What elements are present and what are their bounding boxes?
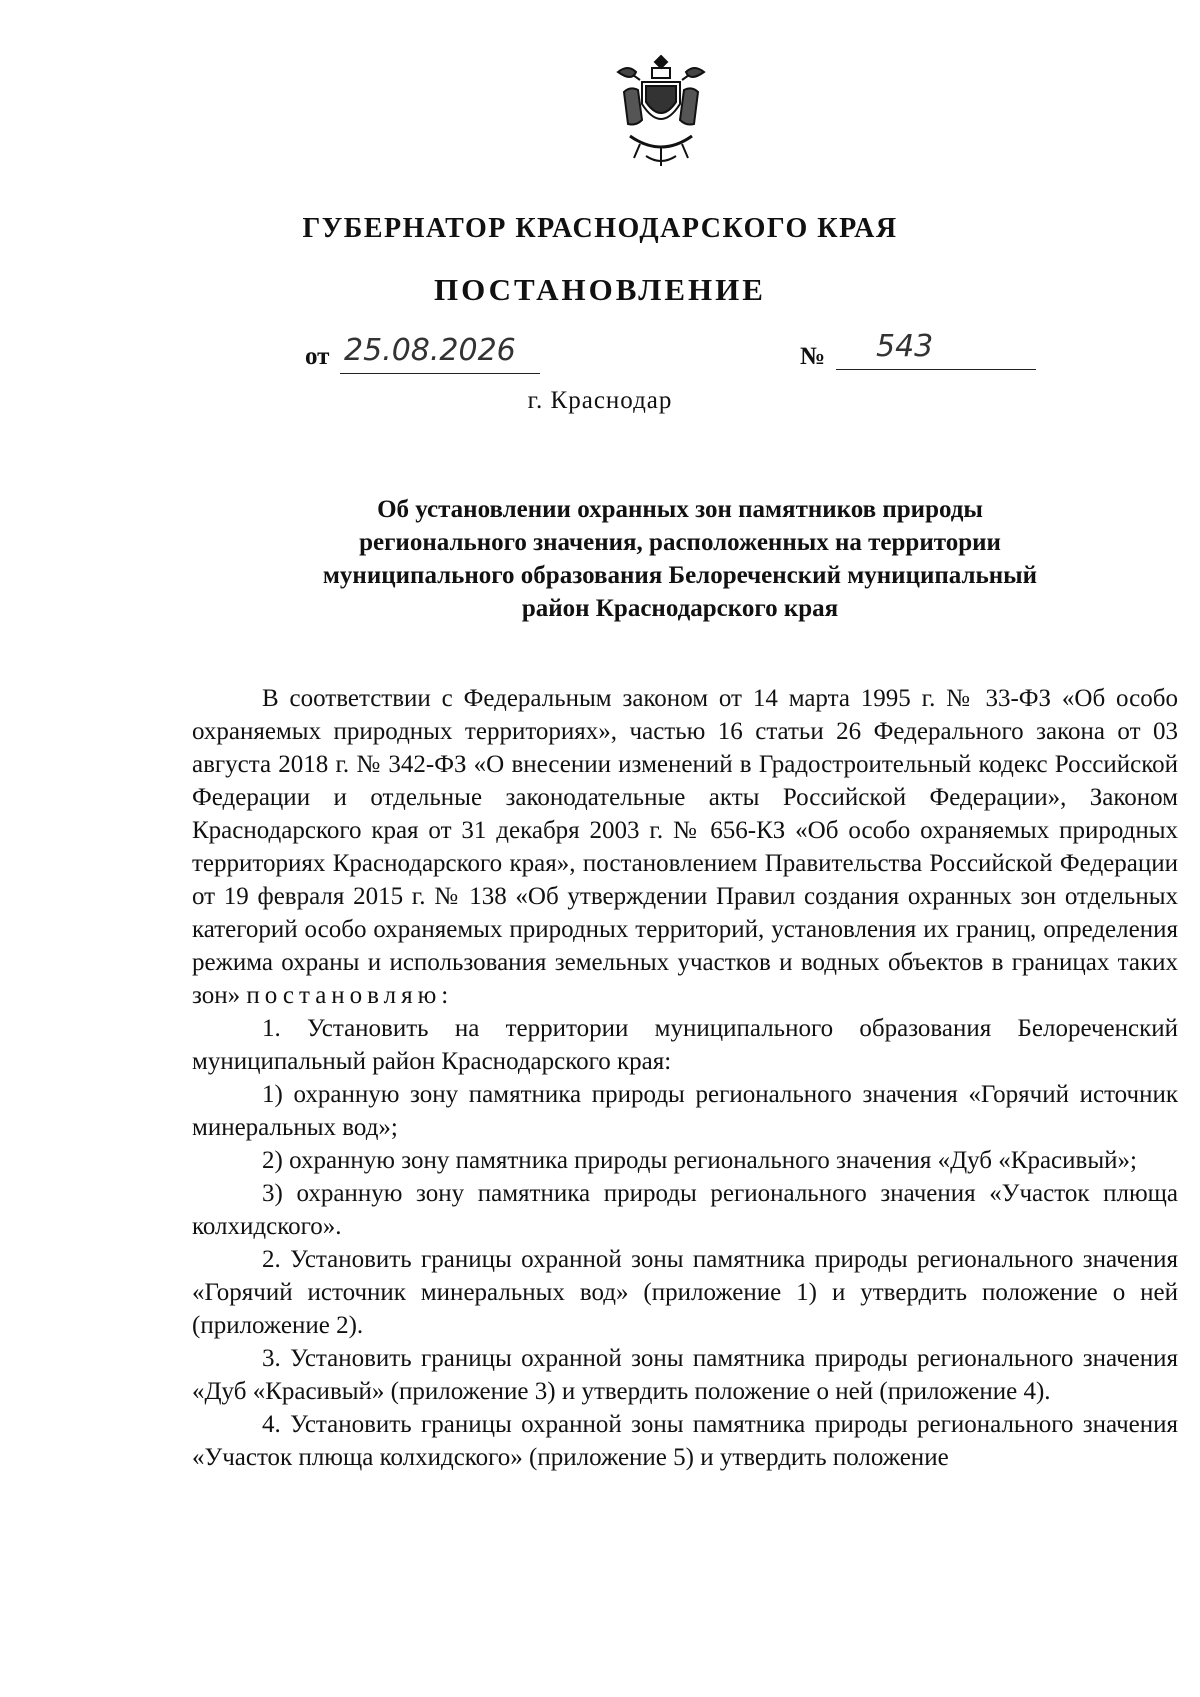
date-field — [340, 333, 540, 374]
city: г. Краснодар — [527, 387, 673, 414]
list-item: 4. Установить границы охранной зоны памятника природы регионального значения «Участок плюща колхидского» (приложение 5) и утвердить положение — [192, 1411, 1178, 1471]
document-type: ПОСТАНОВЛЕНИЕ — [434, 272, 766, 307]
document-meta — [0, 329, 1200, 379]
list-item: 2. Установить границы охранной зоны памятника природы регионального значения «Горячий источник минеральных вод» (приложение 1) и утвердить положение о ней (приложение 2). — [192, 1246, 1178, 1339]
number-field — [836, 329, 1036, 370]
date-prefix: от — [305, 343, 330, 370]
document-date: 25.08.2026 — [344, 333, 516, 368]
decree-word: постановляю: — [246, 982, 454, 1009]
preamble-text: В соответствии с Федеральным законом от 14 марта 1995 г. № 33-ФЗ «Об особо охраняемых природных территориях», частью 16 статьи 26 Федерального закона от 03 августа 2018 г. № 342-ФЗ «О внесении изменений в Градостроительный кодекс Российской Федерации и отдельные законодательные акты Российской Федерации», Законом Краснодарского края от 31 декабря 2003 г. № 656-КЗ «Об особо охраняемых природных территориях Краснодарского края», постановлением Правительства Российской Федерации от 19 февраля 2015 г. № 138 «Об утверждении Правил создания охранных зон отдельных категорий особо охраняемых природных территорий, установления их границ, определения режима охраны и использования земельных участков и водных объектов в границах таких зон» — [192, 685, 1178, 1009]
issuing-authority: ГУБЕРНАТОР КРАСНОДАРСКОГО КРАЯ — [302, 213, 898, 244]
preamble-paragraph — [192, 682, 1178, 1012]
document-body — [192, 682, 1178, 1474]
list-item: 2) охранную зону памятника природы регионального значения «Дуб «Красивый»; — [262, 1147, 1137, 1174]
document-number: 543 — [876, 329, 934, 364]
document-title: Об установлении охранных зон памятников природы регионального значения, расположенных на территории муниципального образования Белореченский муниципальный район Краснодарского края — [322, 496, 1038, 622]
list-item: 1. Установить на территории муниципального образования Белореченский муниципальный район Краснодарского края: — [192, 1015, 1178, 1075]
coat-of-arms-icon — [606, 52, 716, 172]
list-item: 3) охранную зону памятника природы регионального значения «Участок плюща колхидского». — [192, 1180, 1178, 1240]
number-prefix: № — [800, 343, 826, 370]
list-item: 1) охранную зону памятника природы регионального значения «Горячий источник минеральных вод»; — [192, 1081, 1178, 1141]
list-item: 3. Установить границы охранной зоны памятника природы регионального значения «Дуб «Красивый» (приложение 3) и утвердить положение о ней (приложение 4). — [192, 1345, 1178, 1405]
